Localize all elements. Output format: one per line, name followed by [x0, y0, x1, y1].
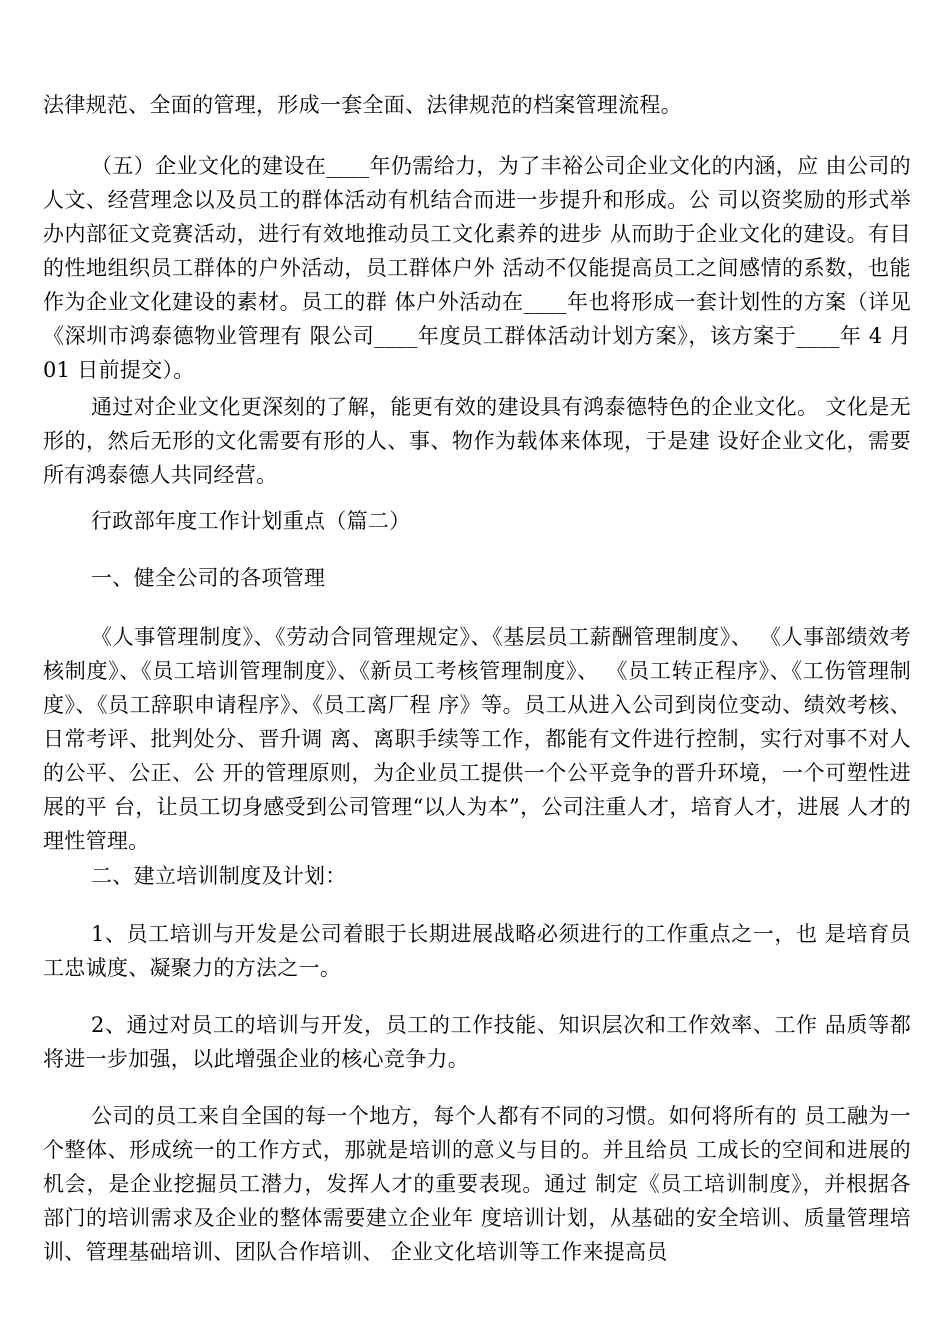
paragraph-archive-management: 法律规范、全面的管理，形成一套全面、法律规范的档案管理流程。	[43, 93, 682, 117]
heading-training: 二、建立培训制度及计划：	[91, 864, 347, 888]
paragraph-culture-summary: 通过对企业文化更深刻的了解，能更有效的建设具有鸿泰德特色的企业文化。 文化是无形的，然后无形的文化需要有形的人、事、物作为载体来体现，于是建 设好企业文化，需要所有鸿泰德人共同经营。	[43, 395, 911, 487]
paragraph-training-point-1: 1、员工培训与开发是公司着眼于长期进展战略必须进行的工作重点之一，也 是培育员工忠诚度、凝聚力的方法之一。	[43, 922, 911, 980]
heading-management: 一、健全公司的各项管理	[91, 566, 326, 590]
paragraph-management-systems: 《人事管理制度》、《劳动合同管理规定》、《基层员工薪酬管理制度》、 《人事部绩效考核制度》、《员工培训管理制度》、《新员工考核管理制度》、 《员工转正程序》、《工伤管理制度》、《员工辞职申请程序》、《员工离厂程 序》等。员工从进入公司到岗位变动、绩效考核、日常考评、批判处分、晋升调 离、离职手续等工作，都能有文件进行控制，实行对事不对人的公平、公正、公 开的管理原则，为企业员工提供一个公平竞争的晋升环境，一个可塑性进展的平 台，让员工切身感受到公司管理“以人为本”，公司注重人才，培育人才，进展 人才的理性管理。	[43, 625, 911, 853]
paragraph-training-point-2: 2、通过对员工的培训与开发，员工的工作技能、知识层次和工作效率、工作 品质等都将进一步加强，以此增强企业的核心竞争力。	[43, 1013, 911, 1071]
paragraph-corporate-culture: （五）企业文化的建设在____年仍需给力，为了丰裕公司企业文化的内涵，应 由公司的人文、经营理念以及员工的群体活动有机结合而进一步提升和形成。公 司以资奖励的形式举办内部征文竞赛活动，进行有效地推动员工文化素养的进步 从而助于企业文化的建设。有目的性地组织员工群体的户外活动，员工群体户外 活动不仅能提高员工之间感情的系数，也能作为企业文化建设的素材。员工的群 体户外活动在____年也将形成一套计划性的方案（详见《深圳市鸿泰德物业管理有 限公司____年度员工群体活动计划方案》，该方案于____年 4 月 01 日前提交）。	[43, 154, 911, 382]
paragraph-training-purpose: 公司的员工来自全国的每一个地方，每个人都有不同的习惯。如何将所有的 员工融为一个整体、形成统一的工作方式，那就是培训的意义与目的。并且给员 工成长的空间和进展的机会，是企业挖掘员工潜力，发挥人才的重要表现。通过 制定《员工培训制度》，并根据各部门的培训需求及企业的整体需要建立企业年 度培训计划，从基础的安全培训、质量管理培训、管理基础培训、团队合作培训、 企业文化培训等工作来提高员	[43, 1104, 911, 1264]
section-title-part-two: 行政部年度工作计划重点（篇二）	[91, 509, 411, 533]
